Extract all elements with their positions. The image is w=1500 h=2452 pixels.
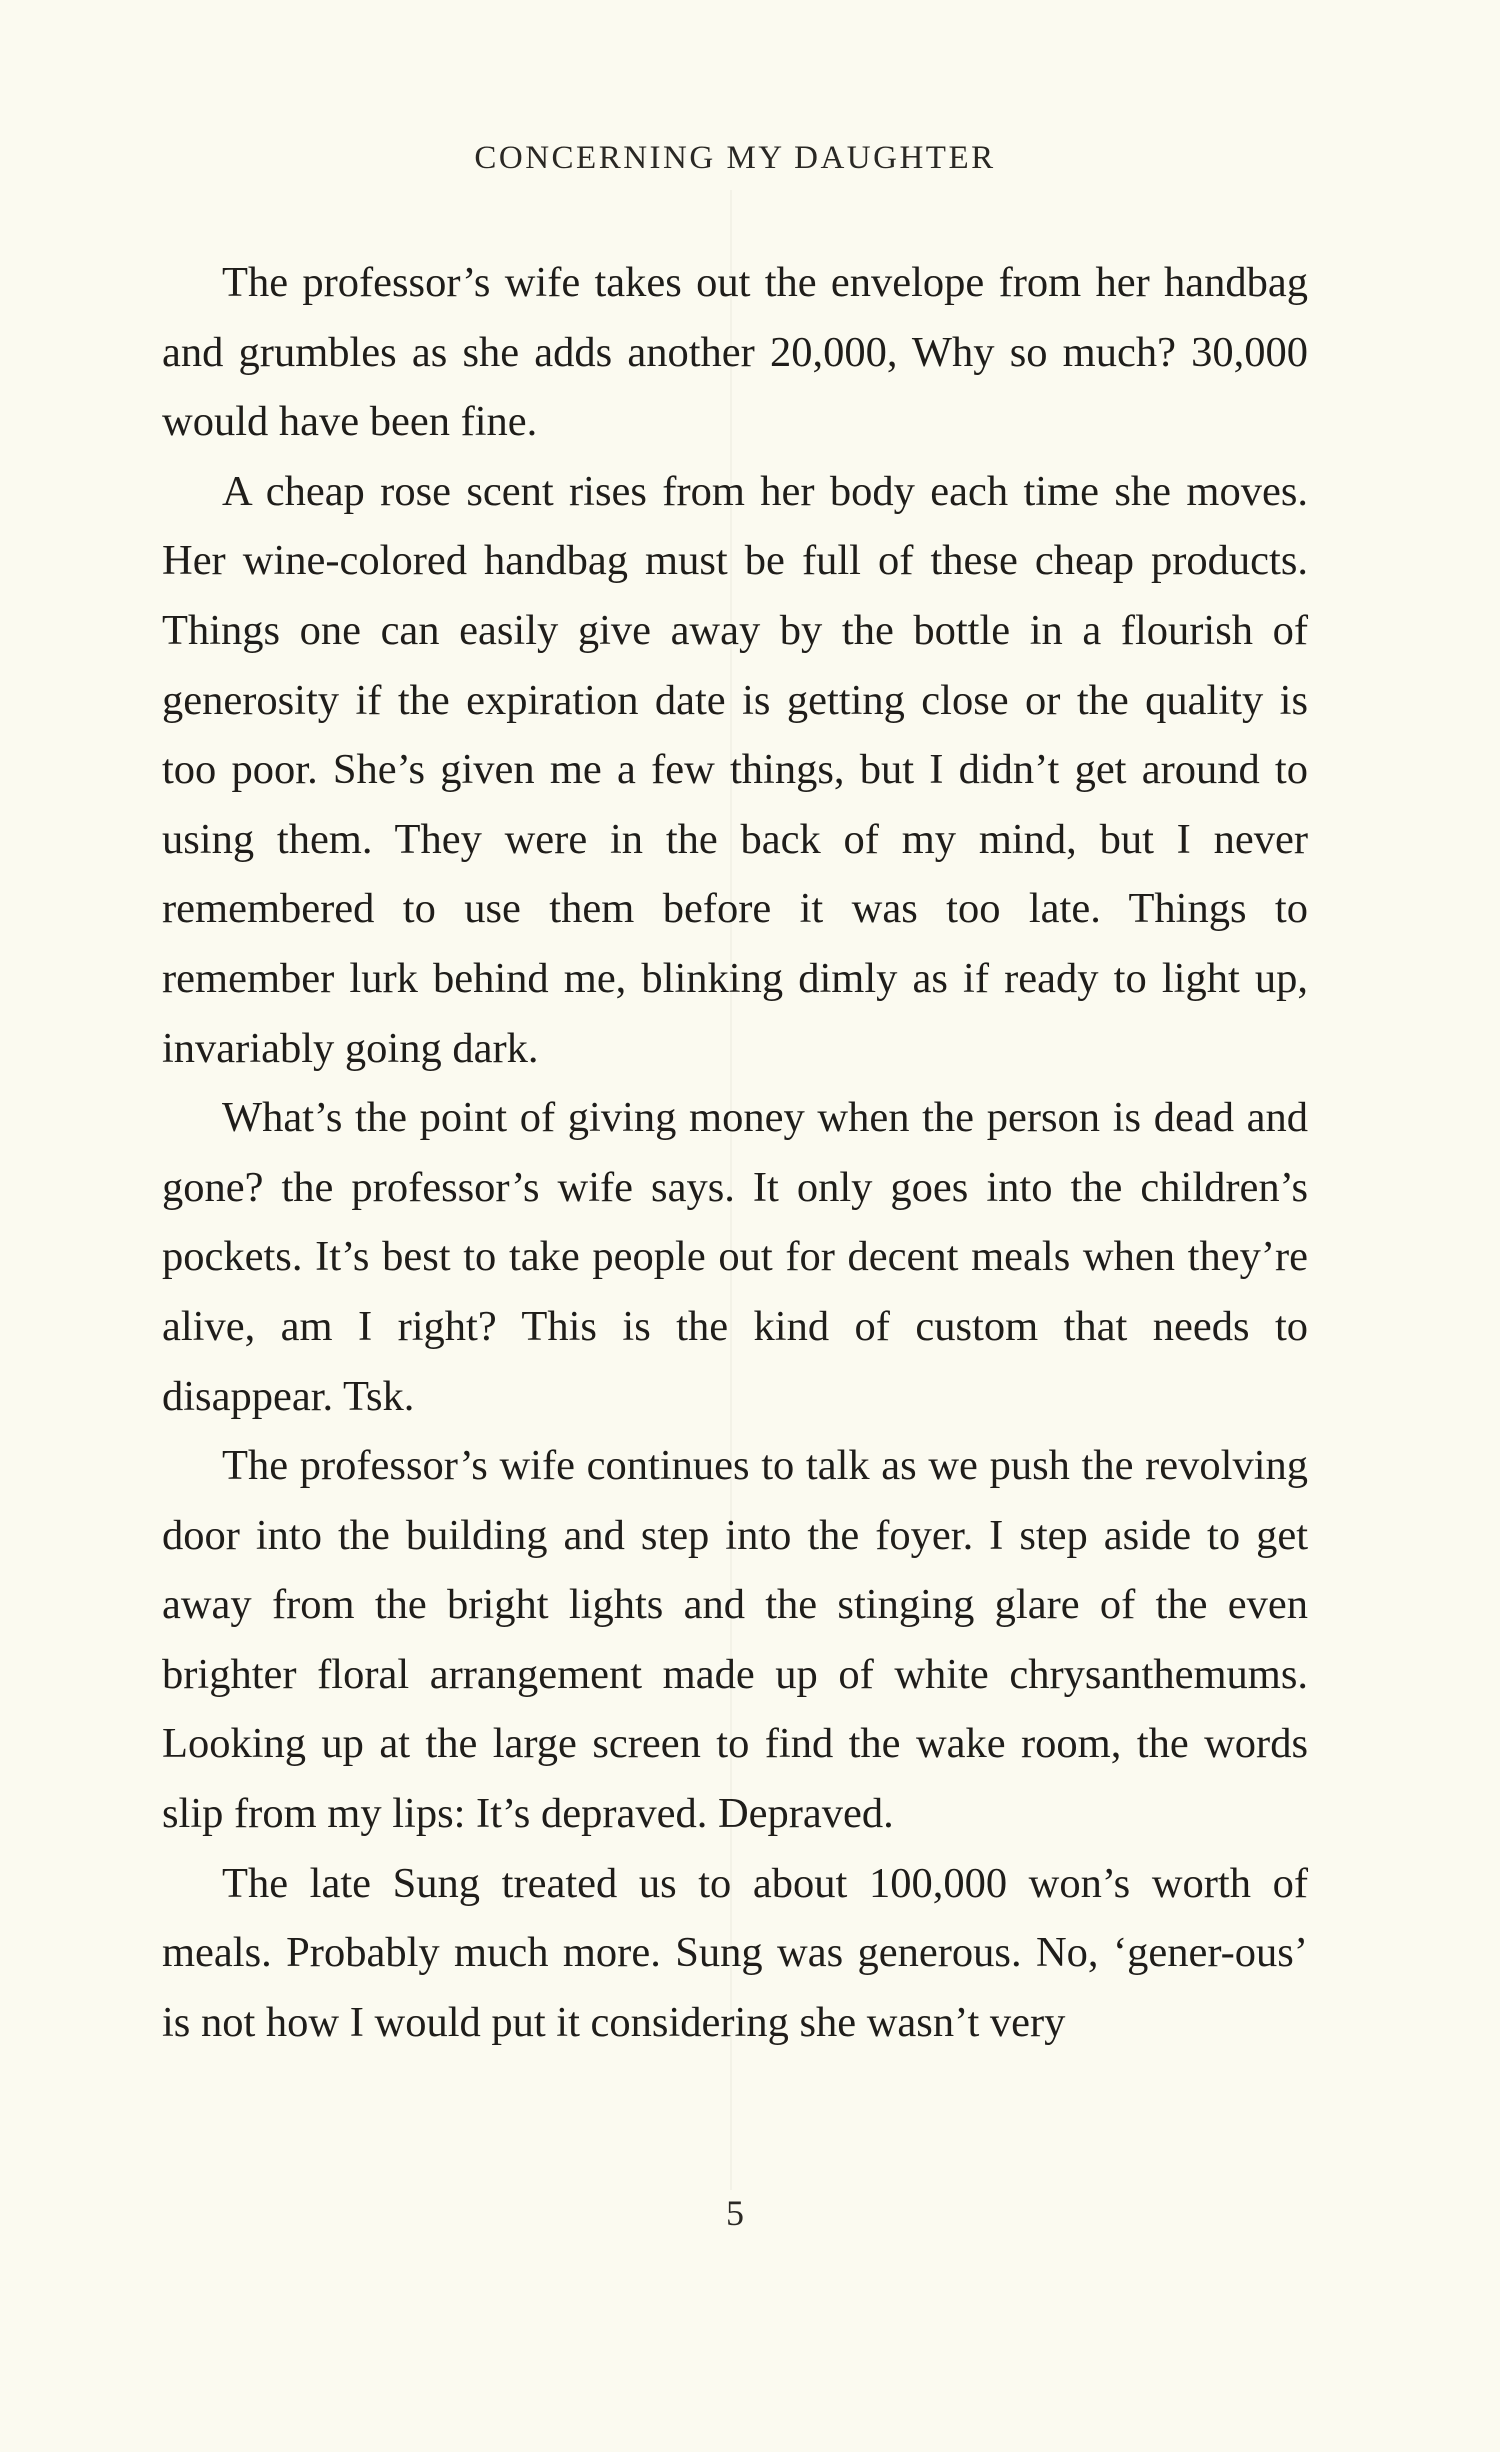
paragraph: What’s the point of giving money when the person is dead and gone? the professor’s wife says. It only goes into the children’s pockets. It’s best to take people out for decent meals when they’re alive, am I right? This is the kind of custom that needs to disappear. Tsk. xyxy=(162,1094,1308,1420)
body-text xyxy=(162,248,1308,2057)
page-number: 5 xyxy=(726,2193,744,2233)
paragraph: The professor’s wife continues to talk as we push the revolving door into the building and step into the foyer. I step aside to get away from the bright lights and the stinging glare of the even brighter floral arrangement made up of white chrysanthemums. Looking up at the large screen to find the wake room, the words slip from my lips: It’s depraved. Depraved. xyxy=(162,1442,1308,1838)
paragraph: The professor’s wife takes out the envelope from her handbag and grumbles as she adds another 20,000, Why so much? 30,000 would have been fine. xyxy=(162,259,1308,446)
running-head: CONCERNING MY DAUGHTER xyxy=(474,140,996,176)
paragraph: A cheap rose scent rises from her body each time she moves. Her wine-colored handbag must be full of these cheap products. Things one can easily give away by the bottle in a flourish of generosity if the expiration date is getting close or the quality is too poor. She’s given me a few things, but I didn’t get around to using them. They were in the back of my mind, but I never remembered to use them before it was too late. Things to remember lurk behind me, blinking dimly as if ready to light up, invariably going dark. xyxy=(162,467,1308,1072)
paragraph: The late Sung treated us to about 100,000 won’s worth of meals. Probably much more. Sung was generous. No, ‘gener-ous’ is not how I would put it considering she wasn’t very xyxy=(162,1859,1308,2046)
